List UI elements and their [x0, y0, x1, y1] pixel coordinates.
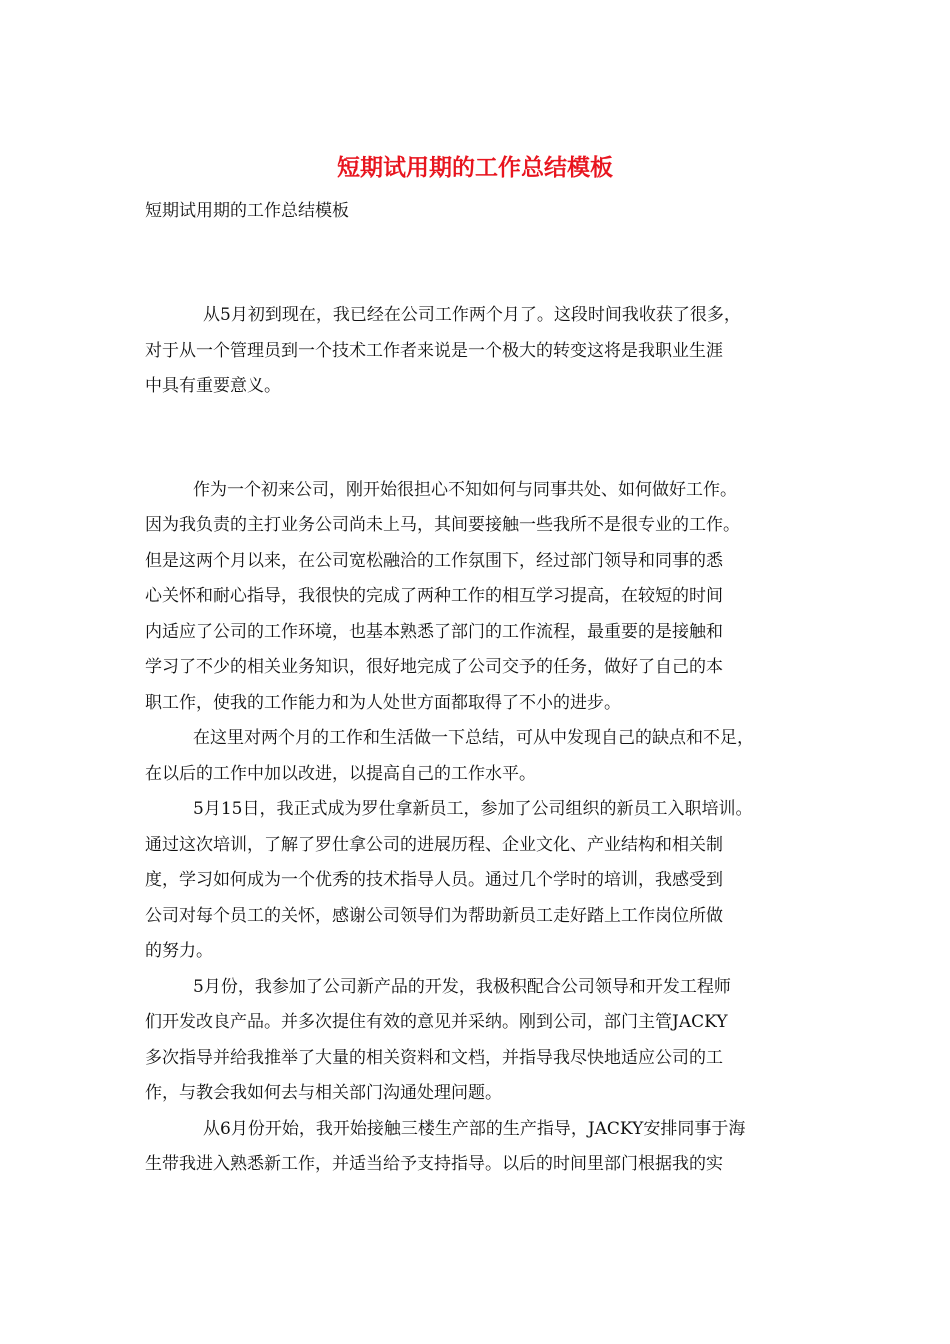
- paragraph-line: 作为一个初来公司，刚开始很担心不知如何与同事共处、如何做好工作。: [193, 479, 737, 500]
- paragraph: [145, 298, 825, 405]
- paragraph-line: 心关怀和耐心指导，我很快的完成了两种工作的相互学习提高，在较短的时间: [145, 586, 723, 606]
- paragraph-line: 内适应了公司的工作环境，也基本熟悉了部门的工作流程，最重要的是接触和: [145, 621, 723, 642]
- paragraph-line: 学习了不少的相关业务知识，很好地完成了公司交予的任务，做好了自己的本: [145, 657, 723, 677]
- paragraph-line: 作，与教会我如何去与相关部门沟通处理问题。: [145, 1083, 502, 1103]
- document-title: 短期试用期的工作总结模板: [337, 154, 613, 181]
- paragraph-line: 的努力。: [145, 941, 213, 961]
- paragraph-line: 公司对每个员工的关怀，感谢公司领导们为帮助新员工走好踏上工作岗位所做: [145, 905, 723, 926]
- paragraph-line: 多次指导并给我推举了大量的相关资料和文档，并指导我尽快地适应公司的工: [145, 1047, 723, 1068]
- paragraph-line: 度，学习如何成为一个优秀的技术指导人员。通过几个学时的培训，我感受到: [145, 870, 723, 890]
- paragraph: [145, 721, 825, 792]
- paragraph-gap: [145, 405, 825, 473]
- paragraph-line: 中具有重要意义。: [145, 376, 281, 396]
- paragraph-line: 因为我负责的主打业务公司尚未上马，其间要接触一些我所不是很专业的工作。: [145, 515, 740, 535]
- document-body: [145, 298, 825, 1183]
- paragraph-line: 生带我进入熟悉新工作，并适当给予支持指导。以后的时间里部门根据我的实: [145, 1154, 723, 1174]
- paragraph: [145, 970, 825, 1112]
- paragraph-line: 从6月份开始，我开始接触三楼生产部的生产指导，JACKY安排同事于海: [203, 1118, 746, 1139]
- paragraph-line: 们开发改良产品。并多次提住有效的意见并采纳。刚到公司，部门主管JACKY: [145, 1012, 728, 1032]
- paragraph-line: 从5月初到现在，我已经在公司工作两个月了。这段时间我收获了很多，: [203, 305, 741, 325]
- paragraph-line: 在以后的工作中加以改进，以提高自己的工作水平。: [145, 763, 536, 784]
- document-subtitle: 短期试用期的工作总结模板: [145, 201, 349, 221]
- paragraph-line: 在这里对两个月的工作和生活做一下总结，可从中发现自己的缺点和不足，: [193, 728, 754, 748]
- paragraph: [145, 792, 825, 970]
- paragraph-line: 但是这两个月以来，在公司宽松融洽的工作氛围下，经过部门领导和同事的悉: [145, 550, 723, 571]
- paragraph: [145, 473, 825, 722]
- paragraph: [145, 1112, 825, 1183]
- paragraph-line: 职工作，使我的工作能力和为人处世方面都取得了不小的进步。: [145, 692, 621, 713]
- paragraph-line: 对于从一个管理员到一个技术工作者来说是一个极大的转变这将是我职业生涯: [145, 340, 723, 361]
- paragraph-line: 5月份，我参加了公司新产品的开发，我极积配合公司领导和开发工程师: [193, 976, 731, 997]
- paragraph-line: 5月15日，我正式成为罗仕拿新员工，参加了公司组织的新员工入职培训。: [193, 799, 753, 819]
- paragraph-line: 通过这次培训，了解了罗仕拿公司的进展历程、企业文化、产业结构和相关制: [145, 834, 723, 855]
